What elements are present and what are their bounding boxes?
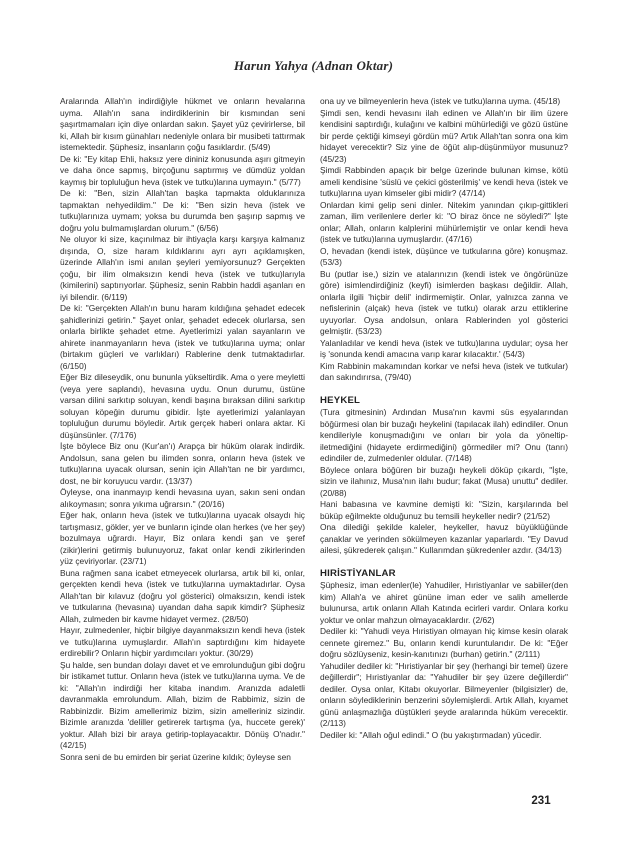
paragraph: Hayır, zulmedenler, hiçbir bilgiye dayanmaksızın kendi heva (istek ve tutku)larına uymuşlardır. Allah'ın saptırdığını kim hidayete erdirebilir? Onların hiçbir yardımcıları yoktur. (30/29)	[60, 625, 305, 658]
paragraph: Eğer Biz dileseydik, onu bununla yükseltirdik. Ama o yere meyletti (veya yere saplandı), hevasına uydu. Onun durumu, üstüne varsan dilini sarkıtıp soluyan, kendi başına bıraksan dilini sarkıtıp soluyan köpeğin durumu gibidir. İşte ayetlerimizi yalanlayan topluluğun durumu böyledir. Artık gerçek haberi onlara aktar. Ki düşünsünler. (7/176)	[60, 372, 305, 440]
paragraph: O, hevadan (kendi istek, düşünce ve tutkularına göre) konuşmaz. (53/3)	[320, 245, 568, 267]
paragraph: Dediler ki: "Yahudi veya Hıristiyan olmayan hiç kimse kesin olarak cennete giremez." Bu, onların kendi kuruntularıdır. De ki: "Eğer doğru sözlüyseniz, kesin-kanıtınızı (burhan) getirin." (2/111)	[320, 626, 568, 659]
paragraph: Ne oluyor ki size, kaçınılmaz bir ihtiyaçla karşı karşıya kalmanız dışında, O, size haram kıldıklarını ayrı ayrı açıklamışken, üzerinde Allah'ın ismi anılan şeyleri yemiyorsunuz? Gerçekten çoğu, bir ilim olmaksızın kendi heva (istek ve tutku)larıyla (kimilerini) saptırıyorlar. Şüphesiz, senin Rabbin haddi aşanları en iyi bilendir. (6/119)	[60, 234, 305, 302]
paragraph: Şimdi Rabbinden apaçık bir belge üzerinde bulunan kimse, kötü ameli kendisine 'süslü ve çekici gösterilmiş' ve kendi heva (istek ve tutku)larına uyan kimseler gibi midir? (47/14)	[320, 165, 568, 198]
paragraph: Böylece onlara böğüren bir buzağı heykeli döküp çıkardı, "İşte, sizin ve ilahınız, Musa'nın ilahı budur; fakat (Musa) unuttu" dediler. (20/88)	[320, 464, 568, 498]
paragraph: De ki: "Ey kitap Ehli, haksız yere dininiz konusunda aşırı gitmeyin ve daha önce sapmış, birçoğunu saptırmış ve dümdüz yoldan kaymış bir topluluğun heva (istek ve tutku)larına uymayın." (5/77)	[60, 153, 305, 187]
text-column-right	[320, 96, 568, 741]
paragraph: Yahudiler dediler ki: "Hıristiyanlar bir şey (herhangi bir temel) üzere değillerdir"; Hıristiyanlar da: "Yahudiler bir şey üzere değillerdir" dediler. Oysa onlar, Kitabı okuyorlar. Bilmeyenler (bilgisizler) de, onların söylediklerinin benzerini söylemişlerdi. Artık Allah, kıyamet günü anlaşmazlığa düştükleri şeyde aralarında hüküm verecektir. (2/113)	[320, 660, 568, 728]
paragraph: Kim Rabbinin makamından korkar ve nefsi heva (istek ve tutkular) dan sakındırırsa, (79/40)	[320, 360, 568, 382]
paragraph: Aralarında Allah'ın indirdiğiyle hükmet ve onların hevalarına uyma. Allah'ın sana indirdiklerinin bir kısmından seni şaşırtmamaları için diye onlardan sakın. Şayet yüz çevirirlerse, bil ki, Allah bir kısım günahları nedeniyle onlara bir musibeti tattırmak istemektedir. Şüphesiz, insanların çoğu fasıklardır. (5/49)	[60, 96, 305, 152]
paragraph: Şimdi sen, kendi hevasını ilah edinen ve Allah'ın bir ilim üzere kendisini saptırdığı, kulağını ve kalbini mühürlediği ve gözü üstüne bir perde çektiği kimseyi gördün mü? Artık Allah'tan sonra ona kim hidayet verecektir? Siz yine de öğüt alıp-düşünmüyor musunuz? (45/23)	[320, 107, 568, 164]
section-heading: HIRİSTİYANLAR	[320, 567, 396, 579]
paragraph: De ki: "Gerçekten Allah'ın bunu haram kıldığına şehadet edecek şahidlerinizi getirin." Şayet onlar, şehadet edecek olurlarsa, sen onlarla birlikte şehadet etme. Ayetlerimizi yalan sayanların ve ahirete inanmayanların heva (istek ve tutku)larına uyma; onlar (birtakım güçleri ve varlıkları) Rablerine denk tutmaktadırlar. (6/150)	[60, 303, 305, 371]
paragraph: İşte böylece Biz onu (Kur'an'ı) Arapça bir hüküm olarak indirdik. Andolsun, sana gelen bu ilimden sonra, onların heva (istek ve tutku)larına uyacak olursan, senin için Allah'tan ne bir yardımcı, dost, ne bir koruyucu vardır. (13/37)	[60, 441, 305, 486]
text-column-left	[60, 96, 305, 763]
paragraph: Onlardan kimi gelip seni dinler. Nitekim yanından çıkıp-gittikleri zaman, ilim verilenlere derler ki: "O biraz önce ne söyledi?" İşte onlar; Allah, onların kalplerini mühürlemiştir ve onlar kendi heva (istek ve tutku)larına uymuşlardır. (47/16)	[320, 199, 568, 244]
paragraph: Sonra seni de bu emirden bir şeriat üzerine kıldık; öyleyse sen	[60, 751, 291, 762]
paragraph: ona uy ve bilmeyenlerin heva (istek ve tutku)larına uyma. (45/18)	[320, 96, 561, 106]
paragraph: Şüphesiz, iman edenler(le) Yahudiler, Hıristiyanlar ve sabiiler(den kim) Allah'a ve ahiret gününe iman eder ve salih amellerde bulunursa, artık onların Allah Katında ecirleri vardır. Onlara korku yoktur ve onlar mahzun olmayacaklardır. (2/62)	[320, 580, 568, 625]
paragraph: (Tura gitmesinin) Ardından Musa'nın kavmi süs eşyalarından böğürmesi olan bir buzağı heykelini (tapılacak ilah) edindiler. Onun kendileriyle konuşmadığını ve onları bir yola da yöneltip-iletmediğini (hidayete erdirmediğini) görmediler mi? Onu (tanrı) edindiler de, zulmedenler oldular. (7/148)	[320, 407, 568, 463]
running-header-title: Harun Yahya (Adnan Oktar)	[233, 58, 394, 73]
paragraph: Şu halde, sen bundan dolayı davet et ve emrolunduğun gibi doğru bir istikamet tuttur. Onların heva (istek ve tutku)larına uyma. Ve de ki: "Allah'ın indirdiği her kitaba inandım. Aranızda adaletli davranmakla emrolundum. Allah, bizim de Rabbimiz, sizin de Rabbinizdir. Bizim amellerimiz bizim, sizin amelleriniz sizindir. Bizimle aranızda 'deliller getirerek tartışma (ya, huccete gerek)' yoktur. Allah bizi bir araya getirip-toplayacaktır. Dönüş O'nadır." (42/15)	[60, 659, 305, 750]
paragraph: Öyleyse, ona inanmayıp kendi hevasına uyan, sakın seni ondan alıkoymasın; sonra yıkıma uğrarsın." (20/16)	[60, 487, 305, 509]
paragraph: De ki: "Ben, sizin Allah'tan başka tapmakta olduklarınıza tapmaktan nehyedildim." De ki: "Ben sizin heva (istek ve tutku)larınıza uymam; yoksa bu durumda ben şaşırıp sapmış ve doğru yolu bulmamışlardan olurum." (6/56)	[60, 188, 305, 233]
paragraph: Buna rağmen sana icabet etmeyecek olurlarsa, artık bil ki, onlar, gerçekten kendi heva (istek ve tutku)larına uymaktadırlar. Oysa Allah'tan bir kılavuz (doğru yol gösterici) olmaksızın, kendi istek ve tutkularına (hevasına) uyandan daha sapık kimdir? Şüphesiz Allah, zulmeden bir kavme hidayet vermez. (28/50)	[60, 567, 305, 624]
paragraph: Dediler ki: "Allah oğul edindi." O (bu yakıştırmadan) yücedir.	[320, 729, 542, 740]
paragraph: Eğer hak, onların heva (istek ve tutku)larına uyacak olsaydı hiç tartışmasız, gökler, yer ve bunların içinde olan herkes (ve her şey) bozulmaya uğrardı. Hayır, Biz onlara kendi şan ve şeref (zikir)lerini getirmiş bulunuyoruz, fakat onlar kendi zikirlerinden yüz çeviriyorlar. (23/71)	[60, 510, 305, 566]
paragraph: Ona dilediği şekilde kaleler, heykeller, havuz büyüklüğünde çanaklar ve yerinden sökülmeyen kazanlar yaparlardı. "Ey Davud ailesi, şükrederek çalışın." Kullarımdan şükredenler azdır. (34/13)	[320, 522, 568, 555]
page-number: 231	[531, 795, 551, 807]
paragraph: Hani babasına ve kavmine demişti ki: "Sizin, karşılarında bel büküp eğilmekte olduğunuz bu temsili heykeller nedir? (21/52)	[320, 499, 568, 521]
paragraph: Yalanladılar ve kendi heva (istek ve tutku)larına uydular; oysa her iş 'sonunda kendi amacına varıp karar kılacaktır.' (54/3)	[320, 337, 568, 359]
paragraph: Bu (putlar ise,) sizin ve atalarınızın (kendi istek ve öngörünüze göre) isimlendirdiğiniz (keyfi) isimlerden başkası değildir. Allah, onlarla ilgili 'hiçbir delil' indirmemiştir. Onlar, yalnızca zanna ve nefislerinin (alçak) heva (istek ve tutku) olarak arzu ettiklerine uyuyorlar. Oysa andolsun, onlara Rablerinden yol gösterici gelmiştir. (53/23)	[320, 268, 568, 336]
section-heading: HEYKEL	[320, 394, 361, 406]
